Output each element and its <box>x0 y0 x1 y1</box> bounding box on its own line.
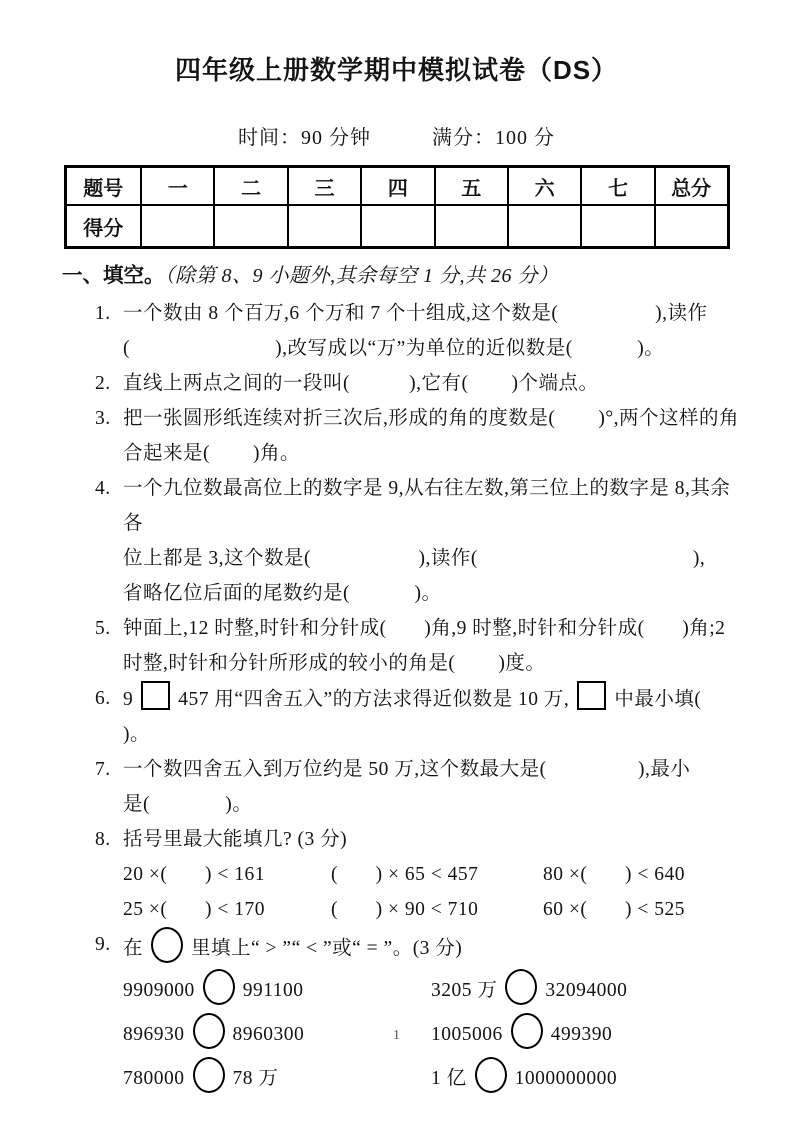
inequality-item: 20 ×( ) < 161 <box>123 864 265 885</box>
question-number: 4. <box>95 478 111 499</box>
score-table-header-cell: 七 <box>581 167 654 206</box>
question-line: 一个九位数最高位上的数字是 9,从右往左数,第三位上的数字是 8,其余各 <box>123 478 731 534</box>
comparison-right: 8960300 <box>232 1024 305 1045</box>
question-number: 9. <box>95 934 111 955</box>
score-row-label: 得分 <box>65 205 141 248</box>
inequality-item: 80 ×( ) < 640 <box>543 864 685 885</box>
question-line: ( ),改写成以“万”为单位的近似数是( )。 <box>123 338 665 359</box>
question-body <box>123 366 743 401</box>
comparison-circle <box>203 969 235 1005</box>
exam-meta <box>0 121 793 150</box>
score-table-header-cell: 题号 <box>65 167 141 206</box>
section-note: （除第 8、9 小题外,其余每空 1 分,共 26 分） <box>164 265 559 287</box>
page-title: 四年级上册数学期中模拟试卷（DS） <box>174 55 619 85</box>
page-number: 1 <box>393 1028 400 1043</box>
blank-box-icon <box>141 681 170 710</box>
question-line: 一个数四舍五入到万位约是 50 万,这个数最大是( ),最小 <box>123 759 691 780</box>
questions-list <box>95 296 743 1101</box>
question-3 <box>95 401 743 471</box>
question-line: 是( )。 <box>123 794 253 815</box>
score-row <box>65 205 728 248</box>
time-limit-label: 时间：90 分钟 <box>238 127 371 149</box>
question-line: 一个数由 8 个百万,6 个万和 7 个十组成,这个数是( ),读作 <box>123 303 708 324</box>
question-line: 钟面上,12 时整,时针和分针成( )角,9 时整,时针和分针成( )角;2 <box>123 618 726 639</box>
question-number: 5. <box>95 618 111 639</box>
question-line: 合起来是( )角。 <box>123 443 300 464</box>
comparison-circle <box>505 969 537 1005</box>
comparison-left: 780000 <box>123 1068 185 1089</box>
score-table-header-cell: 五 <box>435 167 508 206</box>
score-table-header-cell: 总分 <box>655 167 728 206</box>
inequality-item: 60 ×( ) < 525 <box>543 899 685 920</box>
comparison-right: 78 万 <box>232 1068 279 1089</box>
question-body <box>123 611 743 681</box>
question-body <box>123 681 743 752</box>
comparison-left: 896930 <box>123 1024 185 1045</box>
comparison-item <box>431 1057 743 1101</box>
question-body <box>123 752 743 822</box>
score-cell <box>361 205 434 248</box>
score-table <box>64 165 730 249</box>
comparison-item <box>431 969 743 1013</box>
section-heading <box>62 262 793 290</box>
question-line: 位上都是 3,这个数是( ),读作( ), <box>123 548 706 569</box>
question-body <box>123 927 743 1101</box>
blank-circle-icon <box>151 927 183 963</box>
inequality-item: 25 ×( ) < 170 <box>123 899 265 920</box>
comparison-left: 1 亿 <box>431 1068 467 1089</box>
question-line: 把一张圆形纸连续对折三次后,形成的角的度数是( )°,两个这样的角 <box>123 408 740 429</box>
score-table-header-row <box>65 167 728 206</box>
score-table-header-cell: 二 <box>214 167 287 206</box>
score-cell <box>508 205 581 248</box>
comparison-item <box>123 1057 431 1101</box>
inequality-grid <box>123 857 743 927</box>
question-line <box>123 927 743 966</box>
question-body <box>123 401 743 471</box>
question-body <box>123 296 743 366</box>
section-title: 一、填空。 <box>62 264 165 287</box>
question-number: 6. <box>95 688 111 709</box>
question-8 <box>95 822 743 927</box>
score-cell <box>581 205 654 248</box>
question-number: 7. <box>95 759 111 780</box>
question-line: 直线上两点之间的一段叫( ),它有( )个端点。 <box>123 373 599 394</box>
inequality-item: ( ) × 90 < 710 <box>331 899 479 920</box>
question-line <box>123 681 743 752</box>
blank-box-icon <box>577 681 606 710</box>
question-text-segment: 在 <box>123 938 144 959</box>
question-body <box>123 471 743 611</box>
score-cell <box>655 205 728 248</box>
comparison-left: 1005006 <box>431 1024 503 1045</box>
question-number: 3. <box>95 408 111 429</box>
question-text-segment: 里填上“ > ”“ < ”或“ = ”。(3 分) <box>191 938 463 959</box>
question-5 <box>95 611 743 681</box>
comparison-left: 9909000 <box>123 980 195 1001</box>
full-score-label: 满分：100 分 <box>432 127 555 149</box>
question-7 <box>95 752 743 822</box>
inequality-item: ( ) × 65 < 457 <box>331 864 479 885</box>
question-text-segment: 457 用“四舍五入”的方法求得近似数是 10 万, <box>178 689 570 710</box>
comparison-right: 991100 <box>242 980 304 1001</box>
question-number: 8. <box>95 829 111 850</box>
score-cell <box>288 205 361 248</box>
score-table-header-cell: 三 <box>288 167 361 206</box>
question-2 <box>95 366 743 401</box>
question-text-segment: 中最小填( )。 <box>123 689 745 745</box>
question-4 <box>95 471 743 611</box>
score-cell <box>214 205 287 248</box>
question-number: 2. <box>95 373 111 394</box>
comparison-right: 32094000 <box>545 980 628 1001</box>
question-text-segment: 9 <box>123 689 134 710</box>
question-6 <box>95 681 743 752</box>
comparison-item <box>123 969 431 1013</box>
question-9 <box>95 927 743 1101</box>
comparison-right: 499390 <box>550 1024 613 1045</box>
question-line: 省略亿位后面的尾数约是( )。 <box>123 583 442 604</box>
comparison-right: 1000000000 <box>514 1068 618 1089</box>
comparison-circle <box>193 1057 225 1093</box>
comparison-circle <box>475 1057 507 1093</box>
score-table-header-cell: 六 <box>508 167 581 206</box>
question-line: 时整,时针和分针所形成的较小的角是( )度。 <box>123 653 546 674</box>
score-cell <box>435 205 508 248</box>
question-body <box>123 822 743 927</box>
question-1 <box>95 296 743 366</box>
score-table-header-cell: 四 <box>361 167 434 206</box>
score-cell <box>141 205 214 248</box>
score-table-header-cell: 一 <box>141 167 214 206</box>
question-line: 括号里最大能填几? (3 分) <box>123 829 348 850</box>
comparison-left: 3205 万 <box>431 980 498 1001</box>
question-number: 1. <box>95 303 111 324</box>
